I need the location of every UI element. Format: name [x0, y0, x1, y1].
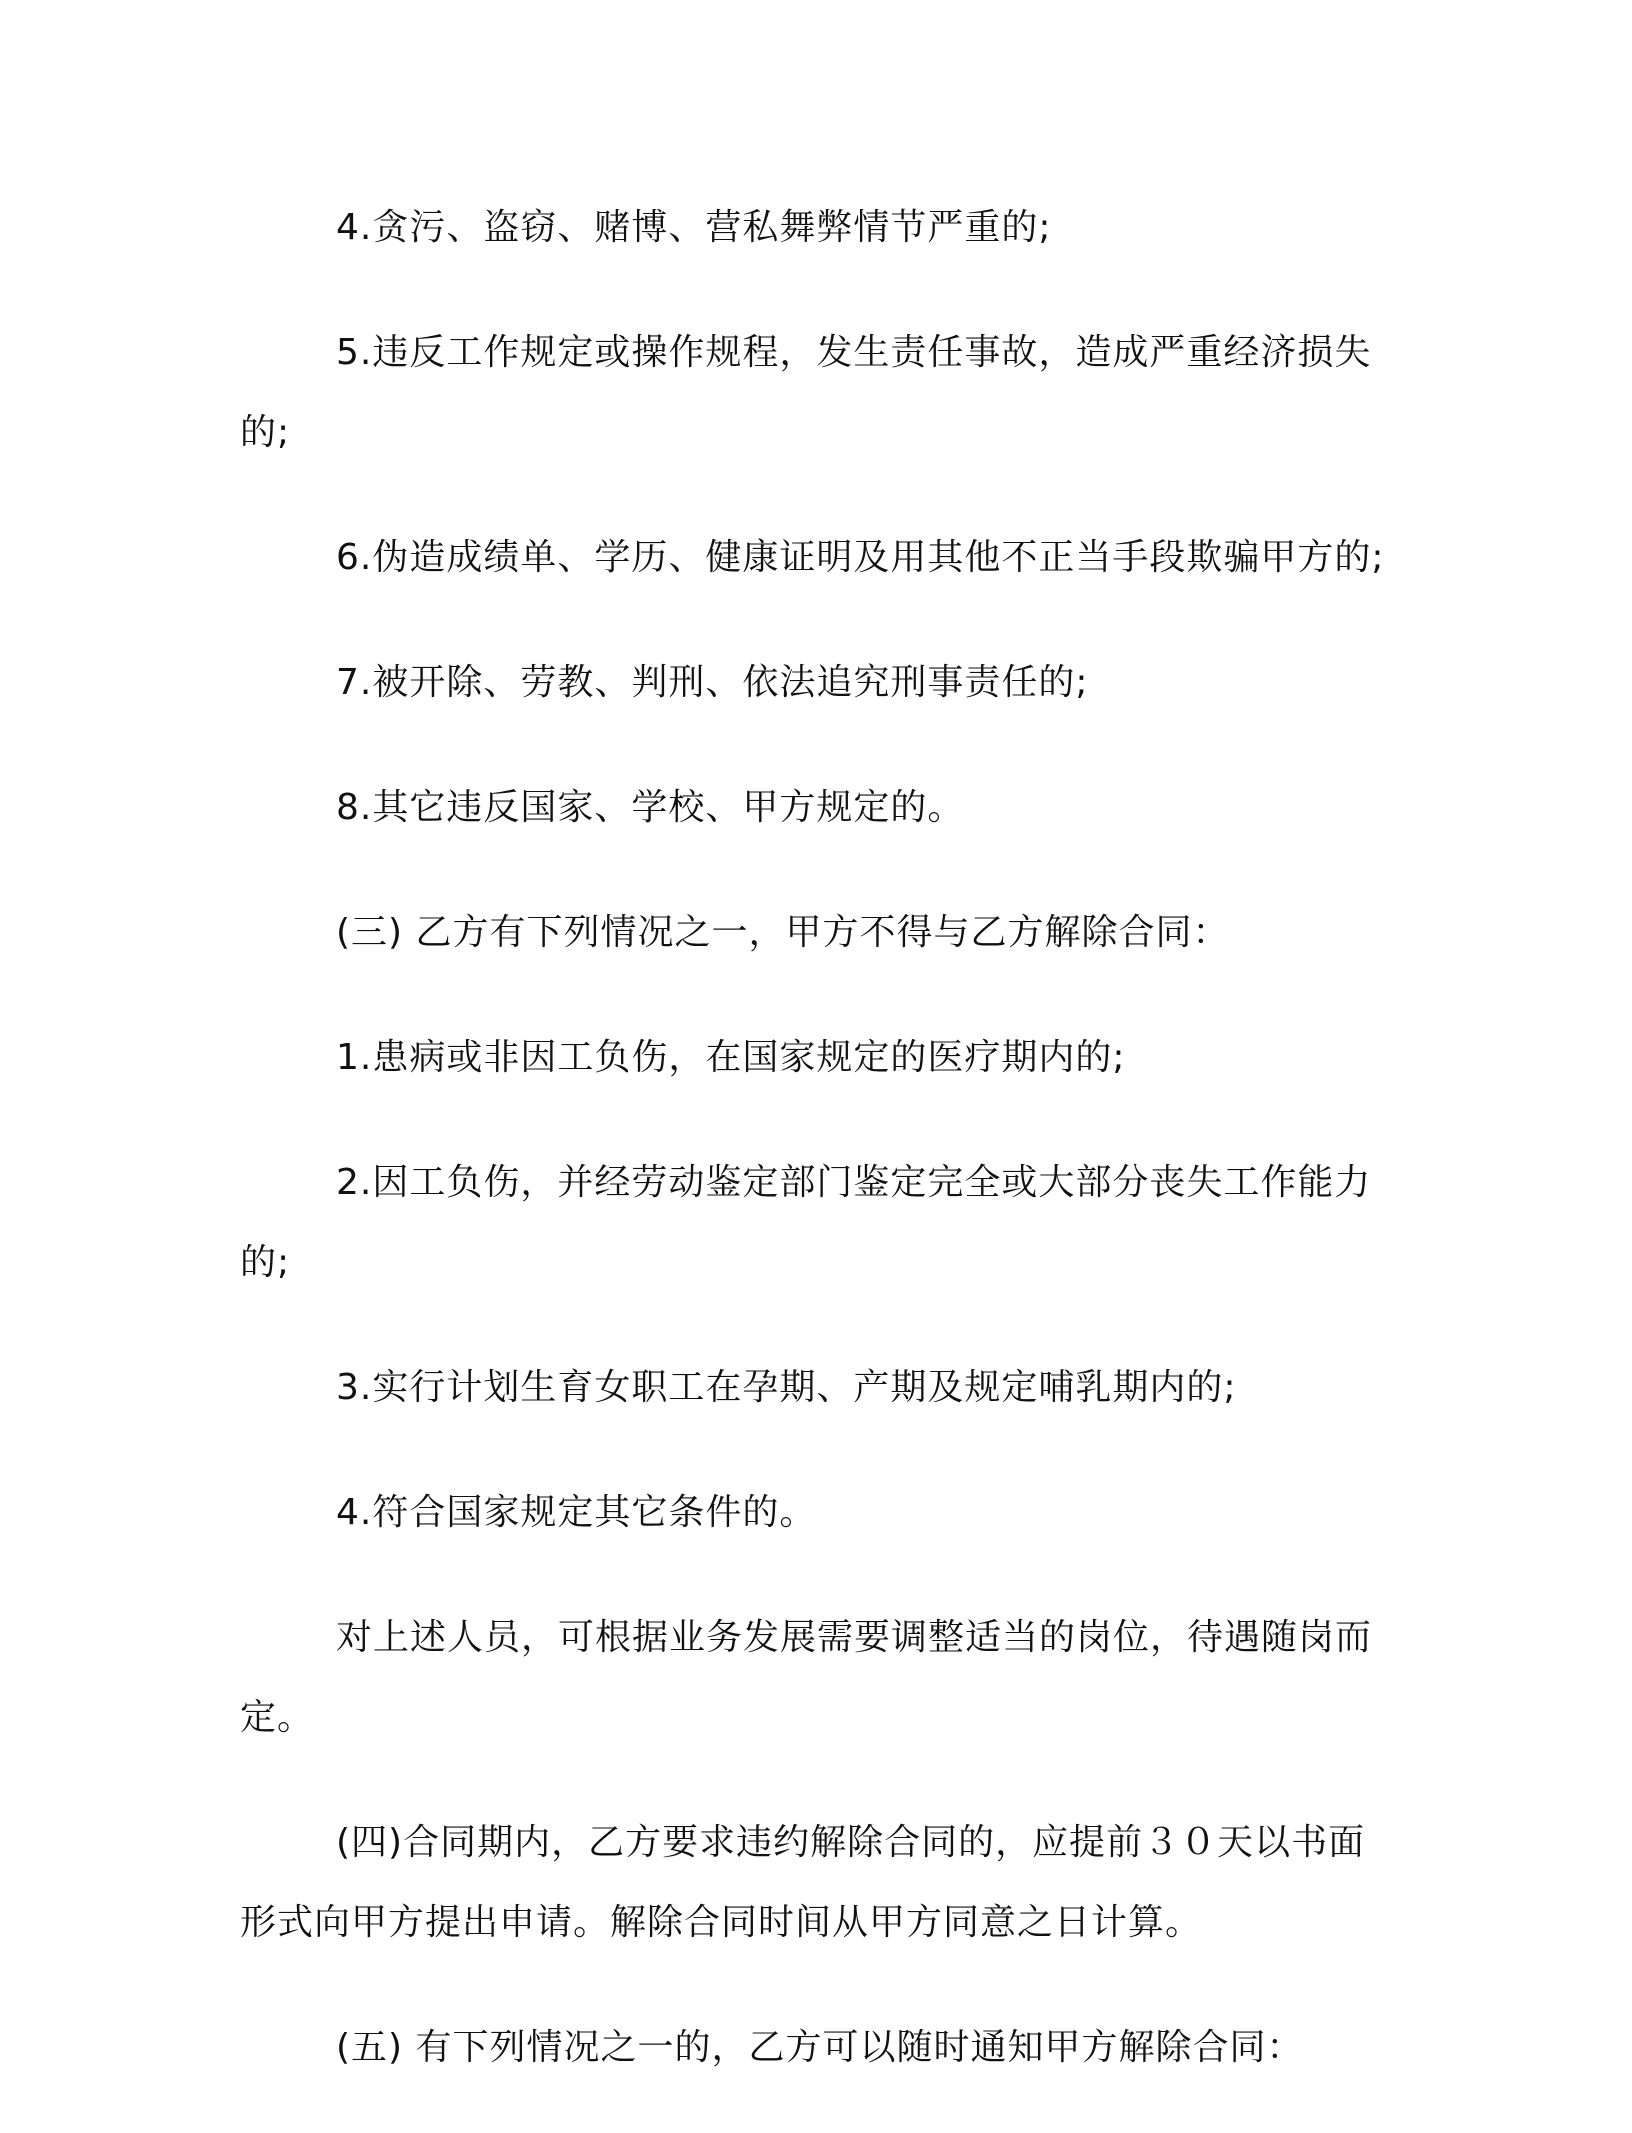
section-3-item-4: 4.符合国家规定其它条件的。	[336, 1492, 817, 1533]
section-3-item-2: 2.因工负伤，并经劳动鉴定部门鉴定完全或大部分丧失工作能力的;	[240, 1162, 1372, 1283]
section-3-item-1: 1.患病或非因工负伤，在国家规定的医疗期内的;	[336, 1037, 1126, 1078]
section-5-heading: (五) 有下列情况之一的，乙方可以随时通知甲方解除合同：	[336, 2027, 1304, 2068]
clause-6-forgery: 6.伪造成绩单、学历、健康证明及用其他不正当手段欺骗甲方的;	[336, 537, 1385, 578]
clause-7-dismissal: 7.被开除、劳教、判刑、依法追究刑事责任的;	[336, 662, 1089, 703]
section-4-paragraph: (四)合同期内，乙方要求违约解除合同的，应提前３０天以书面形式向甲方提出申请。解除合同时间从甲方同意之日计算。	[240, 1822, 1366, 1943]
document-body	[240, 188, 1388, 2133]
clause-8-other-violations: 8.其它违反国家、学校、甲方规定的。	[336, 787, 965, 828]
clause-4-embezzlement: 4.贪污、盗窃、赌博、营私舞弊情节严重的;	[336, 207, 1052, 248]
section-3-note: 对上述人员，可根据业务发展需要调整适当的岗位，待遇随岗而定。	[240, 1617, 1373, 1738]
clause-5-violation-accident: 5.违反工作规定或操作规程，发生责任事故，造成严重经济损失的;	[240, 332, 1372, 453]
section-3-heading: (三) 乙方有下列情况之一，甲方不得与乙方解除合同：	[336, 912, 1230, 953]
section-3-item-3: 3.实行计划生育女职工在孕期、产期及规定哺乳期内的;	[336, 1367, 1237, 1408]
